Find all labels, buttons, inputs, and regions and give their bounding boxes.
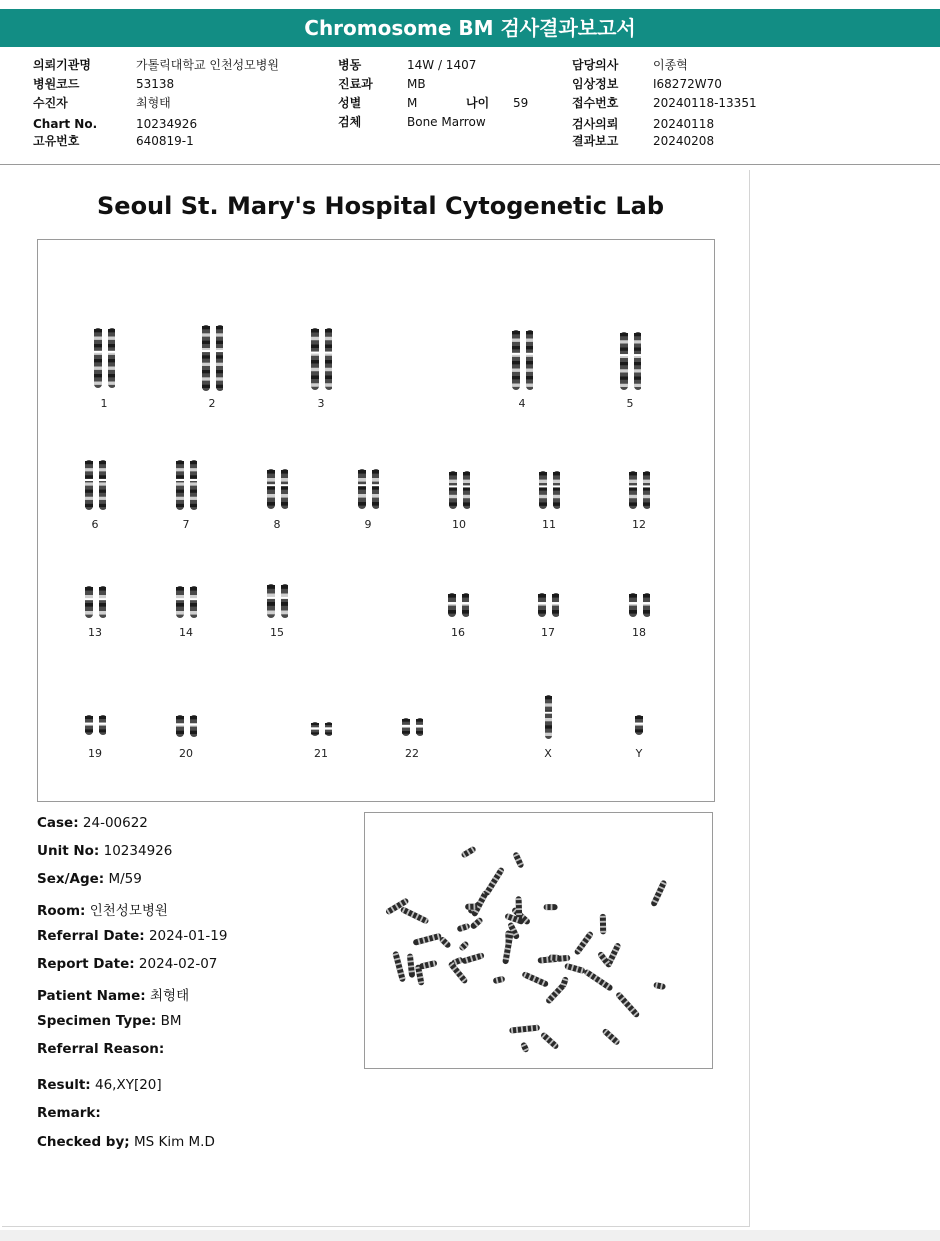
chromosome-label-19: 19 [88, 747, 102, 760]
metaphase-chromosome [544, 904, 558, 910]
referral-date-value: 2024-01-19 [148, 928, 228, 944]
case-label: Case: [37, 815, 79, 831]
chromosome-14 [175, 586, 197, 618]
metaphase-chromosome [540, 1031, 560, 1050]
chromosome-5 [619, 332, 641, 390]
hdr-label-age: 나이 [466, 96, 490, 110]
referral-date-label: Referral Date: [37, 928, 145, 944]
hdr-value-test-request: 20240118 [653, 117, 715, 131]
hdr-value-hospital-code: 53138 [136, 77, 175, 91]
hdr-value-age: 59 [513, 96, 529, 110]
unit-no-line [37, 843, 172, 859]
chromosome-18 [628, 593, 650, 617]
metaphase-chromosome [650, 879, 667, 907]
chromosome-label-4: 4 [518, 397, 526, 410]
chromosome-label-2: 2 [208, 397, 216, 410]
metaphase-chromosome [419, 960, 438, 970]
unit-no-value: 10234926 [103, 843, 173, 859]
specimen-type-label: Specimen Type: [37, 1013, 157, 1029]
chromosome-label-21: 21 [314, 747, 328, 760]
report-title-bar [0, 9, 940, 47]
checked-by-label: Checked by; [37, 1134, 130, 1150]
hdr-value-result-report: 20240208 [653, 134, 715, 148]
hdr-value-department: MB [407, 77, 426, 91]
chromosome-20 [175, 715, 197, 737]
referral-reason-line [37, 1041, 164, 1057]
report-date-value: 2024-02-07 [138, 956, 218, 972]
room-line [37, 899, 168, 919]
metaphase-chromosome [583, 968, 614, 991]
report-page [2, 170, 750, 1227]
hdr-label-hospital-code: 병원코드 [33, 77, 80, 91]
sex-age-label: Sex/Age: [37, 871, 105, 887]
chromosome-8 [266, 469, 288, 509]
chromosome-label-10: 10 [452, 518, 466, 531]
metaphase-chromosome [515, 896, 522, 920]
hdr-label-patient: 수진자 [33, 96, 68, 110]
specimen-type-value: BM [160, 1013, 182, 1029]
room-label: Room: [37, 903, 86, 919]
hdr-label-unique-no: 고유번호 [33, 134, 80, 148]
unit-no-label: Unit No: [37, 843, 100, 859]
metaphase-chromosome [465, 903, 477, 909]
case-value: 24-00622 [82, 815, 148, 831]
patient-name-label: Patient Name: [37, 988, 146, 1004]
chromosome-label-3: 3 [317, 397, 325, 410]
chromosome-label-17: 17 [541, 626, 555, 639]
referral-reason-label: Referral Reason: [37, 1041, 165, 1057]
chromosome-label-x: X [544, 747, 552, 760]
metaphase-chromosome [573, 930, 594, 955]
hdr-label-accession-no: 접수번호 [572, 96, 619, 110]
specimen-type-line [37, 1013, 182, 1029]
chromosome-4 [511, 330, 533, 390]
metaphase-spread [365, 813, 712, 1068]
chromosome-label-22: 22 [405, 747, 419, 760]
remark-line [37, 1105, 101, 1121]
checked-by-line [37, 1134, 215, 1150]
chromosome-label-11: 11 [542, 518, 556, 531]
metaphase-chromosome [400, 906, 430, 925]
sex-age-line [37, 871, 142, 887]
karyotype-panel [37, 239, 715, 802]
hdr-label-ward: 병동 [338, 58, 362, 72]
patient-name-line [37, 984, 189, 1004]
metaphase-chromosome [460, 846, 476, 859]
header-divider [0, 164, 940, 165]
hdr-label-chart-no: Chart No. [33, 117, 98, 131]
metaphase-chromosome [469, 917, 483, 931]
chromosome-13 [84, 586, 106, 618]
hdr-label-sex: 성별 [338, 96, 362, 110]
metaphase-chromosome [521, 971, 549, 988]
chromosome-label-8: 8 [273, 518, 281, 531]
metaphase-image [364, 812, 713, 1069]
chromosome-label-7: 7 [182, 518, 190, 531]
metaphase-chromosome [483, 866, 505, 896]
chromosome-15 [266, 584, 288, 618]
referral-date-line [37, 928, 227, 944]
chromosome-label-18: 18 [632, 626, 646, 639]
result-value: 46,XY[20] [94, 1077, 162, 1093]
case-line [37, 815, 148, 831]
metaphase-chromosome [412, 933, 441, 946]
metaphase-chromosome [653, 982, 666, 990]
right-margin [750, 166, 940, 1241]
hdr-value-clinical-info: I68272W70 [653, 77, 722, 91]
chromosome-11 [538, 471, 560, 509]
report-date-label: Report Date: [37, 956, 135, 972]
chromosome-3 [310, 328, 332, 390]
hdr-value-chart-no: 10234926 [136, 117, 198, 131]
chromosome-17 [537, 593, 559, 617]
metaphase-chromosome [392, 951, 406, 983]
report-date-line [37, 956, 217, 972]
result-label: Result: [37, 1077, 91, 1093]
metaphase-chromosome [615, 991, 641, 1018]
hdr-value-patient: 최형태 [136, 96, 171, 110]
chromosome-label-20: 20 [179, 747, 193, 760]
remark-label: Remark: [37, 1105, 101, 1121]
patient-name-value: 최형태 [149, 988, 190, 1004]
chromosome-label-12: 12 [632, 518, 646, 531]
chromosome-21 [310, 722, 332, 736]
chromosome-label-9: 9 [364, 518, 372, 531]
chromosome-label-16: 16 [451, 626, 465, 639]
report-title: Chromosome BM 검사결과보고서 [304, 16, 636, 40]
chromosome-2 [201, 325, 223, 391]
chromosome-label-14: 14 [179, 626, 193, 639]
metaphase-chromosome [601, 1028, 620, 1046]
chromosome-y [634, 715, 644, 735]
chromosome-label-5: 5 [626, 397, 634, 410]
metaphase-chromosome [461, 952, 485, 964]
chromosome-1 [93, 328, 115, 388]
sex-age-value: M/59 [108, 871, 142, 887]
chromosome-label-1: 1 [100, 397, 108, 410]
chromosome-label-15: 15 [270, 626, 284, 639]
hdr-value-unique-no: 640819-1 [136, 134, 194, 148]
chromosome-label-13: 13 [88, 626, 102, 639]
chromosome-6 [84, 460, 106, 510]
hdr-label-department: 진료과 [338, 77, 373, 91]
chromosome-16 [447, 593, 469, 617]
metaphase-chromosome [458, 940, 470, 951]
metaphase-chromosome [520, 1041, 530, 1053]
metaphase-chromosome [600, 914, 606, 935]
chromosome-22 [401, 718, 423, 736]
chromosome-19 [84, 715, 106, 735]
hdr-label-result-report: 결과보고 [572, 134, 619, 148]
chromosome-9 [357, 469, 379, 509]
metaphase-chromosome [502, 931, 514, 965]
hdr-value-institution: 가톨릭대학교 인천성모병원 [136, 58, 279, 72]
chromosome-12 [628, 471, 650, 509]
hdr-value-sex: M [407, 96, 418, 110]
result-line [37, 1077, 162, 1093]
hdr-value-accession-no: 20240118-13351 [653, 96, 757, 110]
hdr-value-ward: 14W / 1407 [407, 58, 477, 72]
hdr-value-specimen: Bone Marrow [407, 115, 486, 129]
metaphase-chromosome [564, 963, 586, 975]
chromosome-10 [448, 471, 470, 509]
hdr-label-clinical-info: 임상정보 [572, 77, 619, 91]
hdr-label-physician: 담당의사 [572, 58, 619, 72]
hdr-label-test-request: 검사의뢰 [572, 117, 619, 131]
metaphase-chromosome [407, 953, 415, 978]
metaphase-chromosome [548, 954, 560, 961]
chromosome-x [544, 695, 553, 739]
hdr-label-institution: 의뢰기관명 [33, 58, 91, 72]
metaphase-chromosome [509, 1025, 540, 1034]
room-value: 인천성모병원 [89, 903, 168, 919]
hdr-value-physician: 이종혁 [653, 58, 688, 72]
bottom-margin [0, 1230, 940, 1241]
metaphase-chromosome [493, 976, 506, 985]
chromosome-label-y: Y [635, 747, 643, 760]
chromosome-label-6: 6 [91, 518, 99, 531]
hdr-label-specimen: 검체 [338, 115, 362, 129]
chromosome-7 [175, 460, 197, 510]
lab-title: Seoul St. Mary's Hospital Cytogenetic Lab [97, 192, 664, 220]
metaphase-chromosome [512, 851, 524, 868]
checked-by-value: MS Kim M.D [133, 1134, 215, 1150]
metaphase-chromosome [456, 923, 470, 933]
